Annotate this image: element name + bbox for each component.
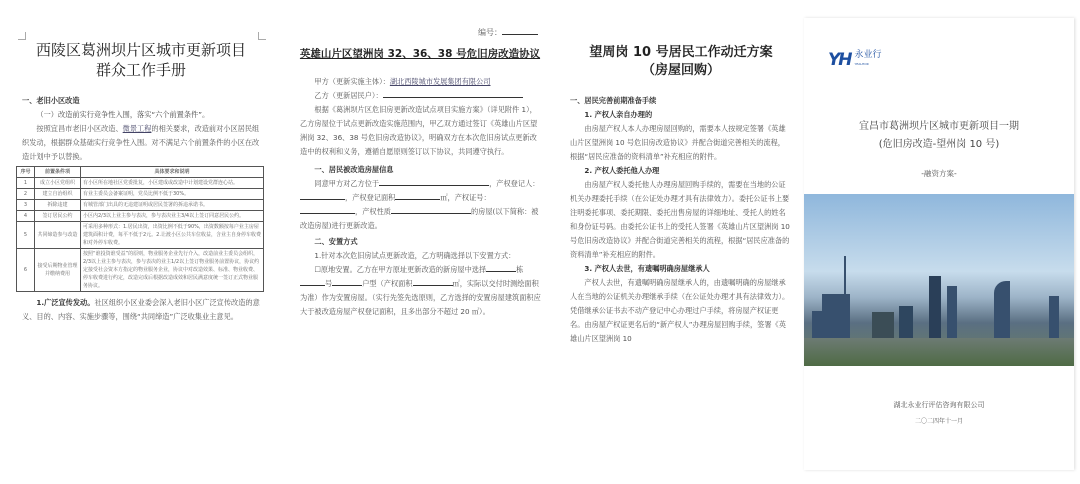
table-cell: 有城管部门出具的无违建证明或居民签署的拆违承诺书。 (81, 200, 264, 211)
document-page-2: 编号： 英雄山片区望洲岗 32、36、38 号危旧房改造协议 甲方（更新实施主体）：湖北西陵城市发展集团有限公司 乙方（更新居民户）： 根据《葛洲坝片区危旧房更新改造试点项目实施方案》（详见附件 1），乙方房屋位于试点更新改造实施范围内，甲乙双方通过签订《英雄山片区望洲岗 32、36、38 号危旧房改造协议》，明确双方在本次危旧房试点更新改造中的权利和义务，遵循自愿原则签订以下协议，共同遵守执行。 一、居民被改造房屋信息 同意甲方对乙方位于 ，产权登记人：，产权登记面积 ㎡，产权证号：，产权性质 的房屋(以下简称：被改造房屋)进行更新改造。 二、安置方式 1.针对本次危旧房试点更新改造，乙方明确选择以下安置方式： ☐原地安置。乙方在甲方原址更新改造的新房屋中选择 栋号 户型（产权面积 ㎡，实际以交付时测绘面积为准）作为安置房屋。（实行先签先选原则，乙方选择的安置房屋建筑面积应大于被改造房屋产权登记面积，且多出部分不超过 20 ㎡）。 (284, 18, 556, 470)
table-cell: 有小区所在地社区党委批复，小区建成或改造中计划建设党群连心站。 (81, 178, 264, 189)
paragraph: 按照宜昌市老旧小区改造、微景工程的相关要求，改造前对小区居民组织发动，根据群众基础实行竞争性入围。对不满足六个前置条件的小区在改造计划中予以替换。 (22, 124, 260, 161)
table-row (17, 249, 264, 292)
document-page-1 (6, 18, 276, 470)
company-name: 湖北永业行评估咨询有限公司 (893, 401, 985, 409)
cover-title: 宜昌市葛洲坝片区城市更新项目一期 (危旧房改造-望州岗 10 号) (859, 121, 1019, 150)
table-cell: 拆除违建 (35, 200, 81, 211)
paragraph: 1.广泛宣传发动。社区组织小区业委会深入老旧小区广泛宣传改造的意义、目的、内容、实施步骤等，围绕“共同缔造”广泛收集业主意见。 (22, 298, 260, 321)
table-cell: 共同缔造参与改造 (35, 222, 81, 249)
table-cell: 4 (17, 211, 35, 222)
table-row (17, 222, 264, 249)
table-cell: 1 (17, 178, 35, 189)
table-cell: 按照“谁投资谁受益”的原则，物业服务企业先行介入，改造前业主委员会组织，2/3以上业主参与表决，参与表决的业主1/2以上签订物业服务前置协议，协议约定接受社会资本方指定的物业服务企业，协议中对改造效果、标准、物业收费、停车收费进行约定，改造完成后根据改造成效和居民满意度统一签订正式物业服务协议。 (81, 249, 264, 292)
page1-title: 西陵区葛洲坝片区城市更新项目 群众工作手册 (35, 41, 246, 79)
table-row (17, 189, 264, 200)
section-heading: 一、老旧小区改造 (22, 96, 80, 105)
table-row (17, 200, 264, 211)
cover-date: 二〇二四年十一月 (914, 418, 963, 425)
document-page-4-cover (804, 18, 1074, 470)
table-cell: 5 (17, 222, 35, 249)
document-page-3: 望周岗 10 号居民工作动迁方案 （房屋回购） 一、居民完善前期准备手续 1. 产权人亲自办理的 由房屋产权人本人办理房屋回购的，需要本人按规定签署《英雄山片区望洲岗 10 号危旧房改造协议》并配合街道完善相关的流程，根据“居民应准备的资料清单”补充相应的附件。 2. 产权人委托他人办理 由房屋产权人委托他人办理房屋回购手续的，需要在当地的公证机关办理委托手续（在公证处办理才具有法律效力）。委托公证书上要注明委托事项、委托期限、委托出售房屋的详细地址、受托人的姓名和身份证号码。由委托公证书上的受托人签署《英雄山片区望洲岗 10 号危旧房改造协议》并配合街道完善相关的流程，根据“居民应准备的资料清单”补充相应的附件。 3. 产权人去世，有遗嘱明确房屋继承人 产权人去世，有遗嘱明确房屋继承人的，由遗嘱明确的房屋继承人在当地的公证机关办理继承手续（在公证处办理才具有法律效力）。凭借继承公证书去不动产登记中心办理过户手续，将房屋产权证更名。由房屋产权证更名后的“新产权人”办理房屋回购手续，签署《英雄山片区望洲岗 10 (562, 18, 800, 470)
table-cell: 可采用多种形式：1.居民出资，出资比例不低于90%，出资数额按每户业主房屋建筑面积计费，每平不低于2元。2.让渡小区公共车位收益，含业主自身停车收费和对外停车收费。 (81, 222, 264, 249)
cover-subtitle: -融资方案- (921, 169, 957, 178)
table-cell: 6 (17, 249, 35, 292)
table-cell: 3 (17, 200, 35, 211)
table-cell: 签订居民公约 (35, 211, 81, 222)
preconditions-table: 序号 前置条件项 具体要求和说明 1 成立小区党组织 有小区所在地社区党委批复，小区建成或改造中计划建设党群连心站。 2 建立自治组织 有业主委员会备案证明，党员比例不低于30%。 3 拆除违建 有城管部门出具的无违建证明或居民签署的拆违承诺书。 4 签订居民公约 小区内2/3以上业主参与表决，参与表决业主3/4以上签订同意居民公约。 5 共同缔造参与改造 可采用多种形式：1.居民出资，出资比例不低于90%，出资数额按每户业主房屋建筑面积计费，每平不低于2元。2.让渡小区公共车位收益，含业主自身停车收费和对外停车收费。 6 接受后期物业管理并缴纳费用 按照“谁投资谁受益”的原则，物业服务企业先行介入，改造前业主委员会组织，2/3以上业主参与表决，参与表决的业主1/2以上签订物业服务前置协议，协议约定接受社会资本方指定的物业服务企业，协议中对改造效果、标准、物业收费、停车收费进行约定，改造完成后根据改造成效和居民满意度统一签订正式物业服务协议。 (16, 166, 264, 292)
page3-title: 望周岗 10 号居民工作动迁方案 （房屋回购） (589, 45, 773, 78)
table-cell: 成立小区党组织 (35, 178, 81, 189)
table-cell: 2 (17, 189, 35, 200)
paragraph: （一）改造前实行竞争性入围，落实“六个前置条件”。 (36, 110, 210, 119)
table-row (17, 178, 264, 189)
number-field: 编号： (478, 26, 538, 40)
page2-title: 英雄山片区望洲岗 32、36、38 号危旧房改造协议 (299, 48, 541, 60)
table-cell: 建立自治组织 (35, 189, 81, 200)
table-cell: 有业主委员会备案证明，党员比例不低于30%。 (81, 189, 264, 200)
city-skyline-image (804, 194, 1074, 366)
table-cell: 接受后期物业管理并缴纳费用 (35, 249, 81, 292)
table-cell: 小区内2/3以上业主参与表决，参与表决业主3/4以上签订同意居民公约。 (81, 211, 264, 222)
company-logo: YH 永业行 YEALHOR (828, 50, 882, 70)
table-row (17, 211, 264, 222)
